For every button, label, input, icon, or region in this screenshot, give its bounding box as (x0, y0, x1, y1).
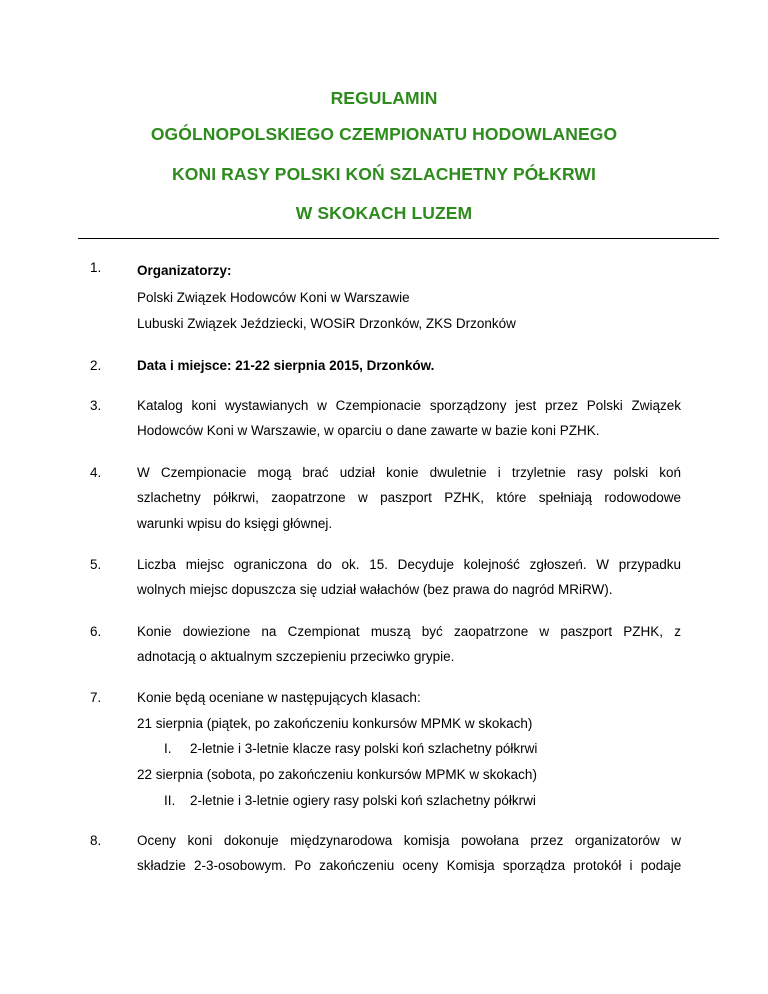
item-line: Liczba miejsc ograniczona do ok. 15. Decyduje kolejność zgłoszeń. W przypadku (137, 557, 681, 572)
doc-subtitle-1: OGÓLNOPOLSKIEGO CZEMPIONATU HODOWLANEGO (150, 124, 618, 144)
item-number: 2. (90, 358, 102, 373)
item-line: szlachetny półkrwi, zaopatrzone w paszport PZHK, które spełniają rodowodowe (137, 490, 681, 505)
title-divider (78, 238, 719, 239)
item-number: 7. (90, 690, 102, 705)
class-numeral: II. (164, 793, 176, 808)
doc-title: REGULAMIN (330, 88, 438, 108)
item-line: Hodowców Koni w Warszawie, w oparciu o dane zawarte w bazie koni PZHK. (137, 423, 600, 438)
item-line: Katalog koni wystawianych w Czempionacie sporządzony jest przez Polski Związek (137, 398, 681, 413)
item-number: 6. (90, 624, 102, 639)
item-line: Konie dowiezione na Czempionat muszą być zaopatrzone w paszport PZHK, z (137, 624, 681, 639)
class-description: 2-letnie i 3-letnie ogiery rasy polski koń szlachetny półkrwi (190, 793, 536, 808)
item-heading: Data i miejsce: 21-22 sierpnia 2015, Drzonków. (137, 358, 435, 373)
item-line: Konie będą oceniane w następujących klasach: (137, 690, 421, 705)
item-line: Lubuski Związek Jeździecki, WOSiR Drzonków, ZKS Drzonków (137, 316, 516, 331)
item-line: wolnych miejsc dopuszcza się udział wałachów (bez prawa do nagród MRiRW). (137, 582, 613, 597)
doc-subtitle-3: W SKOKACH LUZEM (295, 203, 473, 223)
doc-subtitle-2: KONI RASY POLSKI KOŃ SZLACHETNY PÓŁKRWI (172, 164, 596, 184)
class-description: 2-letnie i 3-letnie klacze rasy polski koń szlachetny półkrwi (190, 741, 538, 756)
item-line: W Czempionacie mogą brać udział konie dwuletnie i trzyletnie rasy polski koń (137, 465, 681, 480)
item-number: 1. (90, 260, 102, 275)
item-line: składzie 2-3-osobowym. Po zakończeniu oceny Komisja sporządza protokół i podaje (137, 858, 682, 873)
item-line: warunki wpisu do księgi głównej. (137, 516, 333, 531)
item-line: Polski Związek Hodowców Koni w Warszawie (137, 290, 410, 305)
item-number: 5. (90, 557, 102, 572)
class-numeral: I. (164, 741, 172, 756)
item-line: 22 sierpnia (sobota, po zakończeniu konkursów MPMK w skokach) (137, 767, 537, 782)
item-number: 3. (90, 398, 102, 413)
item-line: adnotacją o aktualnym szczepieniu przeciwko grypie. (137, 649, 455, 664)
item-line: Oceny koni dokonuje międzynarodowa komisja powołana przez organizatorów w (137, 833, 681, 848)
item-line: 21 sierpnia (piątek, po zakończeniu konkursów MPMK w skokach) (137, 716, 533, 731)
item-number: 8. (90, 833, 102, 848)
item-number: 4. (90, 465, 102, 480)
item-heading: Organizatorzy: (137, 263, 232, 278)
